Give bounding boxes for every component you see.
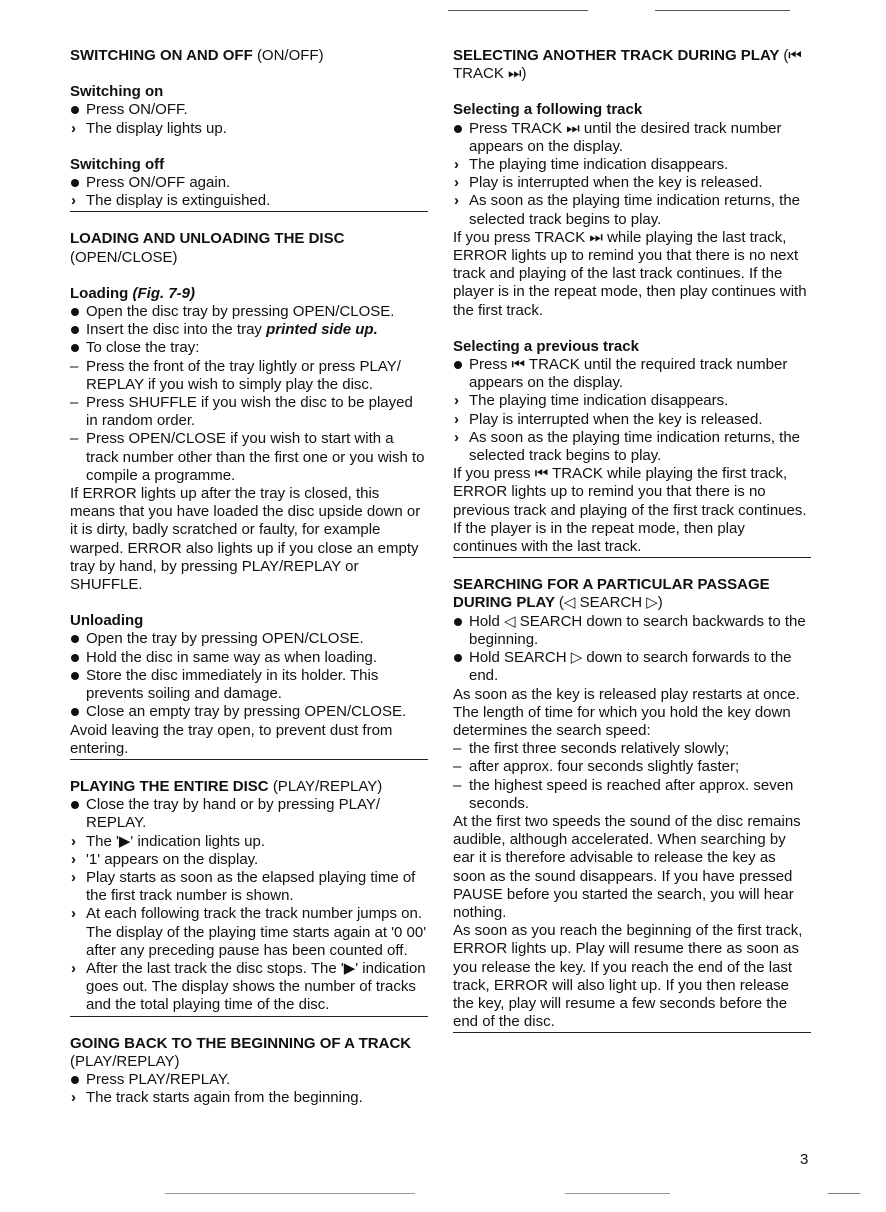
item-text: the highest speed is reached after approx. seven seconds. — [469, 776, 794, 812]
paragraph: If ERROR lights up after the tray is closed, this means that you have loaded the disc upside down or it is dirty, badly scratched or faulty, for example warped. ERROR also lights up if you close an empty tray by hand, by pressing PLAY/REPLAY or SHUFFLE. — [70, 485, 421, 594]
item-text: The track starts again from the beginning. — [86, 1089, 363, 1107]
item-text: the first three seconds relatively slowly; — [469, 740, 730, 758]
instruction-item — [70, 321, 428, 339]
instruction-item — [453, 356, 811, 392]
subheading-text: Switching on — [70, 83, 164, 101]
section-loading-and-unloading-the-disc — [70, 230, 428, 759]
section-title-text: PLAYING THE ENTIRE DISC — [70, 777, 269, 795]
result-item — [70, 192, 428, 210]
item-text: '1' appears on the display. — [86, 850, 259, 868]
item-text: Press TRACK ⏭ until the desired track number appears on the display. — [469, 119, 782, 155]
result-item — [70, 851, 428, 869]
section-switching-on-and-off — [70, 47, 428, 212]
item-text: Open the disc tray by pressing OPEN/CLOSE. — [86, 303, 395, 321]
item-text: Store the disc immediately in its holder. This prevents soiling and damage. — [86, 666, 379, 703]
item-text: Hold the disc in same way as when loading. — [86, 648, 377, 666]
item-text: The playing time indication disappears. — [469, 392, 729, 410]
scan-artifact-top-1 — [448, 10, 588, 11]
instruction-item — [70, 649, 428, 667]
item-text: At each following track the track number jumps on. The display of the playing time starts again at '0 00' after any preceding pause has been counted off. — [86, 905, 427, 959]
section-title — [453, 576, 811, 612]
item-text: Play is interrupted when the key is released. — [469, 410, 763, 428]
item-text: To close the tray: — [86, 339, 200, 357]
item-text: The '▶' indication lights up. — [86, 832, 266, 850]
section-title-suffix: (PLAY/REPLAY) — [272, 777, 383, 795]
result-item — [453, 156, 811, 174]
paragraph: If you press TRACK ⏭ while playing the last track, ERROR lights up to remind you that there is no next track and playing of the last track continues. If the player is in the repeat mode, then play continues with the first track. — [453, 228, 807, 319]
item-text: Insert the disc into the tray — [86, 321, 262, 339]
section-title-text: SEARCHING FOR A PARTICULAR PASSAGE DURING PLAY — [453, 576, 770, 612]
result-item — [70, 905, 428, 960]
result-item — [453, 392, 811, 410]
section-gap — [70, 212, 428, 230]
section-title-suffix: (PLAY/REPLAY) — [70, 1052, 180, 1070]
paragraph: Avoid leaving the tray open, to prevent dust from entering. — [70, 721, 393, 757]
subheading-switching-off — [70, 156, 428, 174]
item-text: after approx. four seconds slightly faster; — [469, 758, 740, 776]
scan-artifact-bottom-2 — [565, 1193, 670, 1194]
left-column — [70, 47, 428, 1108]
result-item — [70, 869, 428, 905]
subheading-text: Unloading — [70, 612, 144, 630]
instruction-item — [70, 703, 428, 721]
item-text: The display is extinguished. — [86, 192, 271, 210]
item-text: Hold ◁ SEARCH down to search backwards to the beginning. — [469, 612, 806, 648]
paragraph: As soon as you reach the beginning of the first track, ERROR lights up. Play will resume there as soon as you release the key. If you reach the end of the last track, ERROR will also light up. If you then release the key, play will resume a few seconds before the end of the disc. — [453, 922, 803, 1031]
section-title-suffix: (⏮ TRACK ⏭) — [453, 47, 802, 83]
subheading-selecting-a-previous-track — [453, 338, 811, 356]
section-title — [70, 778, 428, 796]
dash-item — [453, 777, 811, 813]
subheading-text: Loading — [70, 284, 129, 302]
dash-item — [70, 358, 428, 394]
result-item — [453, 192, 811, 228]
item-text: Press PLAY/REPLAY. — [86, 1070, 231, 1088]
item-text: After the last track the disc stops. The '▶' indication goes out. The display shows the number of tracks and the total playing time of the disc. — [86, 959, 426, 1014]
item-text: Play starts as soon as the elapsed playing time of the first track number is shown. — [86, 868, 416, 905]
instruction-item — [70, 1071, 428, 1089]
item-text: Close an empty tray by pressing OPEN/CLOSE. — [86, 703, 407, 721]
item-text: Press ON/OFF. — [86, 101, 188, 119]
instruction-item — [70, 101, 428, 119]
paragraph: As soon as the key is released play restarts at once. The length of time for which you hold the key down determines the search speed: — [453, 685, 800, 739]
section-selecting-another-track-during-play — [453, 47, 811, 558]
section-title-suffix: (OPEN/CLOSE) — [70, 248, 178, 266]
item-text: As soon as the playing time indication returns, the selected track begins to play. — [469, 428, 801, 465]
section-title-text: LOADING AND UNLOADING THE DISC — [70, 230, 345, 248]
subheading-selecting-a-following-track — [453, 101, 811, 119]
item-text: Press ⏮ TRACK until the required track number appears on the display. — [469, 356, 788, 392]
item-text: Press ON/OFF again. — [86, 174, 231, 192]
result-item — [70, 1089, 428, 1107]
dash-item — [70, 394, 428, 430]
item-text: Press the front of the tray lightly or press PLAY/ REPLAY if you wish to simply play the disc. — [86, 357, 401, 393]
scan-artifact-bottom-3 — [828, 1193, 860, 1194]
result-item — [70, 833, 428, 851]
section-title-suffix: (◁ SEARCH ▷) — [558, 594, 663, 612]
dash-item — [453, 740, 811, 758]
figure-reference: (Fig. 7-9) — [132, 284, 195, 302]
instruction-item — [70, 667, 428, 703]
section-title-text: SELECTING ANOTHER TRACK DURING PLAY — [453, 47, 780, 64]
section-gap — [70, 1017, 428, 1035]
result-item — [70, 960, 428, 1015]
item-text: The playing time indication disappears. — [469, 156, 729, 174]
subheading-switching-on — [70, 83, 428, 101]
instruction-item — [70, 339, 428, 357]
result-item — [453, 174, 811, 192]
item-text: Play is interrupted when the key is released. — [469, 174, 763, 192]
subheading-text: Selecting a following track — [453, 101, 643, 119]
scan-artifact-top-2 — [655, 10, 790, 11]
subheading-unloading — [70, 612, 428, 630]
subheading-text: Switching off — [70, 155, 165, 173]
item-text: The display lights up. — [86, 119, 227, 137]
scan-artifact-bottom-1 — [165, 1193, 415, 1194]
section-title — [453, 47, 811, 83]
item-text: Open the tray by pressing OPEN/CLOSE. — [86, 630, 364, 648]
instruction-item — [70, 303, 428, 321]
instruction-item — [453, 613, 811, 649]
result-item — [453, 429, 811, 465]
subheading-text: Selecting a previous track — [453, 337, 639, 355]
section-title-text: GOING BACK TO THE BEGINNING OF A TRACK — [70, 1034, 412, 1052]
section-playing-the-entire-disc — [70, 778, 428, 1017]
section-going-back-to-the-beginning-of-a-track — [70, 1035, 428, 1109]
result-item — [70, 120, 428, 138]
section-gap — [453, 558, 811, 576]
page-number: 3 — [800, 1151, 809, 1168]
item-text: Press OPEN/CLOSE if you wish to start with a track number other than the first one or you wish to compile a programme. — [86, 430, 425, 484]
paragraph: At the first two speeds the sound of the disc remains audible, although accelerated. When searching by ear it is therefore advisable to release the key as soon as the sound disappears. If you have pressed PAUSE before you started the search, you will hear nothing. — [453, 812, 801, 921]
item-text: Close the tray by hand or by pressing PLAY/ REPLAY. — [86, 796, 381, 832]
item-text: As soon as the playing time indication returns, the selected track begins to play. — [469, 192, 801, 228]
dash-item — [70, 430, 428, 485]
item-text: Hold SEARCH ▷ down to search forwards to the end. — [469, 649, 792, 685]
instruction-item — [453, 120, 811, 156]
section-searching-for-a-particular-passage-durin — [453, 576, 811, 1033]
instruction-item — [70, 630, 428, 648]
section-title — [70, 47, 428, 65]
dash-item — [453, 758, 811, 776]
section-title — [70, 230, 428, 266]
instruction-item — [70, 796, 428, 832]
section-title — [70, 1035, 428, 1071]
section-title-suffix: (ON/OFF) — [256, 47, 324, 64]
paragraph: If you press ⏮ TRACK while playing the first track, ERROR lights up to remind you that there is no previous track and playing of the first track continues. If the player is in the repeat mode, then play continues with the last track. — [453, 465, 807, 556]
result-item — [453, 411, 811, 429]
subheading-loading — [70, 285, 428, 303]
item-text: Press SHUFFLE if you wish the disc to be played in random order. — [86, 394, 413, 430]
item-emphasis: printed side up. — [266, 321, 378, 339]
instruction-item — [70, 174, 428, 192]
section-title-text: SWITCHING ON AND OFF — [70, 47, 253, 64]
instruction-item — [453, 649, 811, 685]
section-gap — [70, 760, 428, 778]
right-column — [453, 47, 811, 1033]
